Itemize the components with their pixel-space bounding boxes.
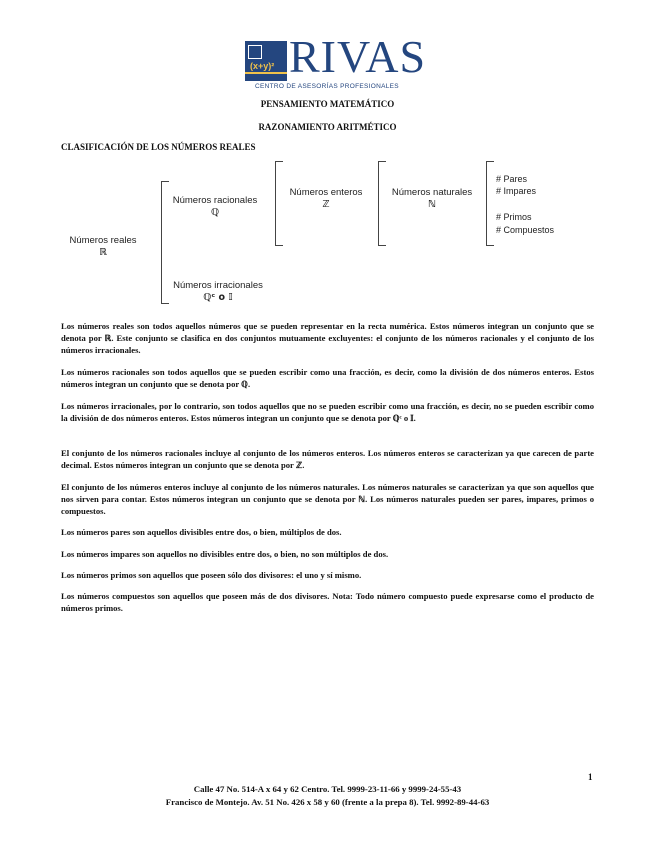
node-irracionales	[166, 280, 270, 304]
paragraph-irracionales: Los números irracionales, por lo contrario, son todos aquellos que no se pueden escribir como una fracción, es decir, no se pueden escribir como la división de dos números enteros. Estos números integran un conjunto que se denota por ℚᶜ o 𝕀.	[61, 401, 594, 423]
node-enteros-label: Números enteros	[289, 187, 363, 198]
logo-square-icon	[248, 45, 262, 59]
node-reales	[60, 235, 146, 259]
node-reales-label: Números reales	[69, 235, 137, 246]
section-title: CLASIFICACIÓN DE LOS NÚMEROS REALES	[61, 142, 256, 152]
node-irracionales-symbol: ℚᶜ o 𝕀	[203, 292, 233, 303]
brace-naturales	[486, 161, 494, 246]
footer-address-centro: Calle 47 No. 514-A x 64 y 62 Centro. Tel. 9999-23-11-66 y 9999-24-55-43	[193, 784, 462, 794]
logo-formula: (x+y)²	[250, 61, 275, 71]
node-reales-symbol: ℝ	[99, 247, 107, 258]
header-topic: RAZONAMIENTO ARITMÉTICO	[258, 122, 397, 132]
rivas-logo	[245, 31, 427, 96]
paragraph-primos: Los números primos son aquellos que poseen sólo dos divisores: el uno y sí mismo.	[61, 570, 362, 580]
footer-address-montejo: Francisco de Montejo. Av. 51 No. 426 x 58 y 60 (frente a la prepa 8). Tel. 9992-89-44-63	[165, 797, 490, 807]
paragraph-racionales: Los números racionales son todos aquellos que se pueden escribir como una fracción, es decir, como la división de dos números enteros. Estos números integran un conjunto que se denota por ℚ.	[61, 367, 594, 389]
paragraph-pares: Los números pares son aquellos divisibles entre dos, o bien, múltiplos de dos.	[61, 527, 342, 537]
node-naturales-label: Números naturales	[391, 187, 473, 198]
paragraph-compuestos: Los números compuestos son aquellos que poseen más de dos divisores. Nota: Todo número compuesto puede expresarse como el producto de números primos.	[61, 591, 594, 613]
list-item-impares: # Impares	[496, 186, 537, 196]
logo-wordmark: RIVAS	[289, 31, 427, 82]
paragraph-naturales: El conjunto de los números enteros incluye al conjunto de los números naturales. Los números naturales se caracterizan ya que son aquellos que nos sirven para contar. Estos números integran un conjunto que se denota por ℕ. Los números naturales pueden ser pares, impares, primos o compuestos.	[61, 482, 594, 516]
node-racionales	[167, 195, 263, 219]
node-naturales	[384, 187, 480, 211]
paragraph-enteros: El conjunto de los números racionales incluye al conjunto de los números enteros. Los números enteros se caracterizan ya que carecen de parte decimal. Estos números integran un conjunto que se denota por ℤ.	[61, 448, 594, 470]
header-subject: PENSAMIENTO MATEMÁTICO	[260, 99, 395, 109]
page-number: 1	[588, 772, 593, 782]
logo-tagline: CENTRO DE ASESORÍAS PROFESIONALES	[255, 83, 399, 90]
node-enteros-symbol: ℤ	[322, 199, 330, 210]
paragraph-reales: Los números reales son todos aquellos números que se pueden representar en la recta numérica. Estos números integran un conjunto que se denota por ℝ. Este conjunto se clasifica en dos conjuntos mutuamente excluyentes: el conjunto de los números racionales y el conjunto de los números irracionales.	[61, 321, 594, 355]
paragraph-impares: Los números impares son aquellos no divisibles entre dos, o bien, no son múltiplos de dos.	[61, 549, 389, 559]
node-racionales-symbol: ℚ	[210, 207, 220, 218]
node-racionales-label: Números racionales	[172, 195, 258, 206]
node-naturales-symbol: ℕ	[428, 199, 436, 210]
list-item-compuestos: # Compuestos	[496, 225, 555, 235]
node-enteros	[280, 187, 372, 211]
logo-wave-icon	[245, 72, 287, 78]
node-irracionales-label: Números irracionales	[173, 280, 263, 291]
list-item-pares: # Pares	[496, 174, 528, 184]
list-item-primos: # Primos	[496, 212, 532, 222]
logo-emblem	[245, 41, 287, 81]
